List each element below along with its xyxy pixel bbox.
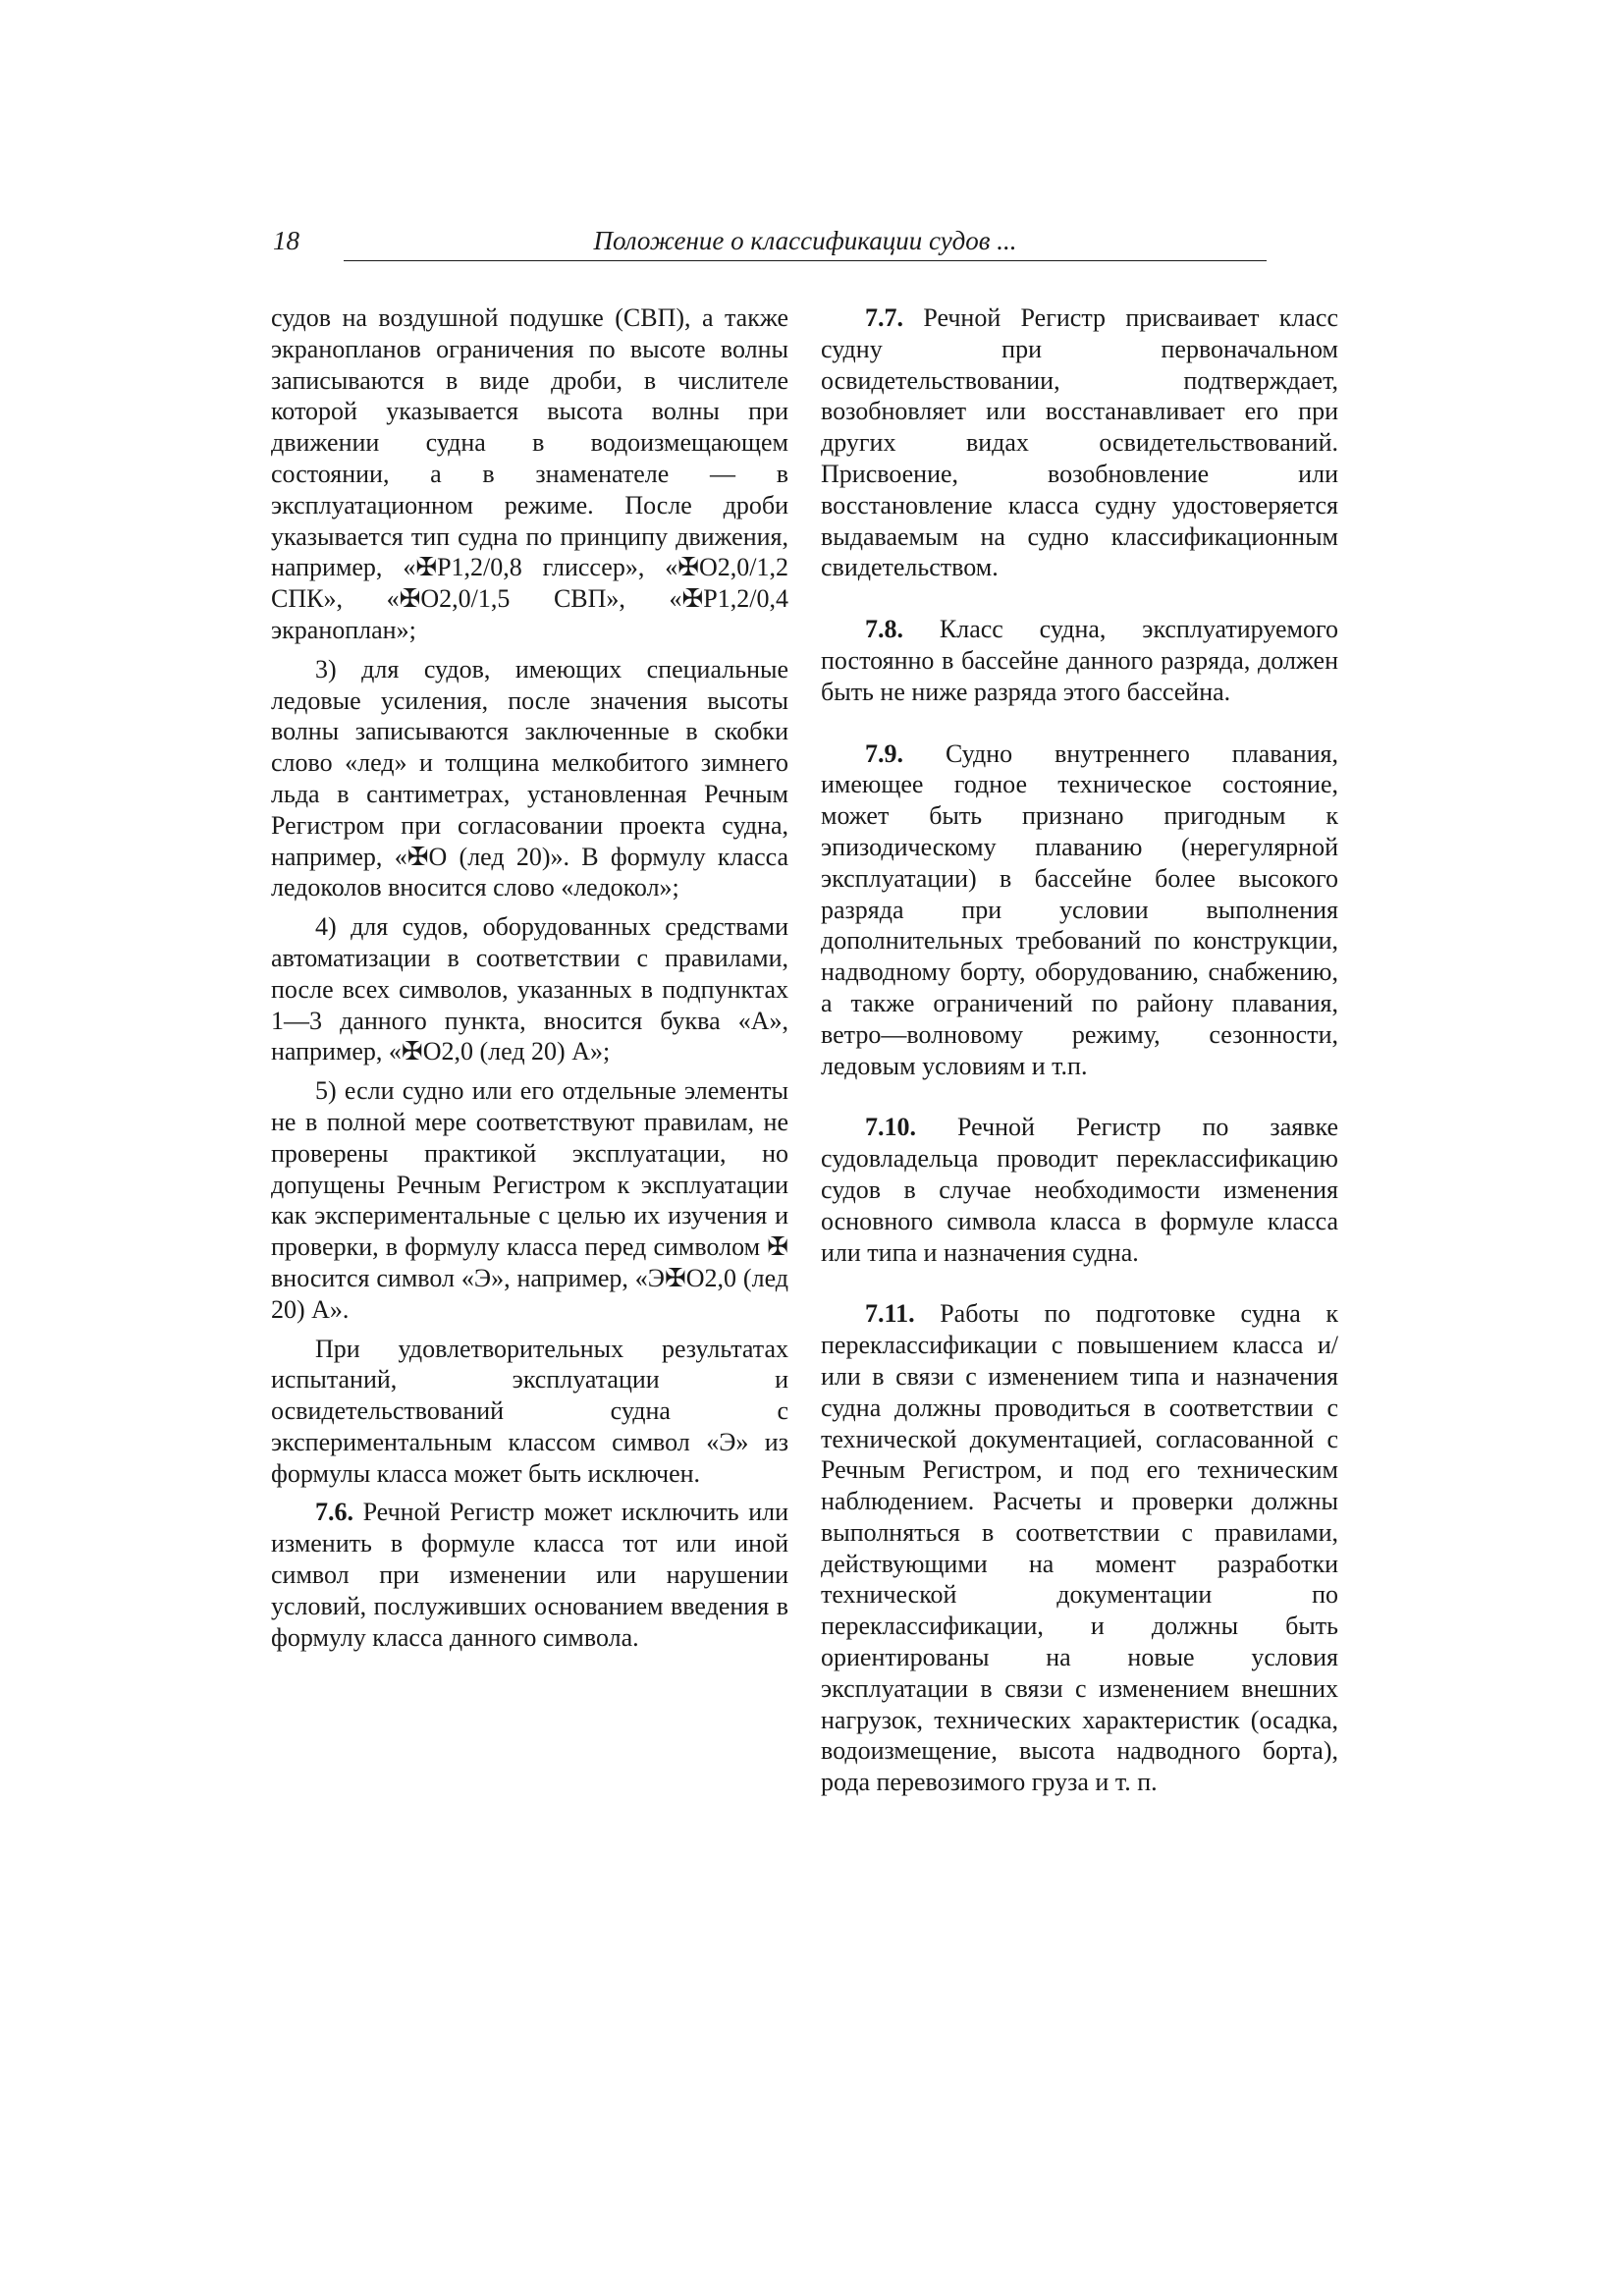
section-number: 7.10.	[865, 1113, 916, 1142]
running-title: Положение о классификации судов ...	[593, 226, 1017, 255]
left-column	[271, 302, 788, 1653]
section-7-6	[271, 1497, 788, 1653]
section-number: 7.6.	[315, 1498, 353, 1527]
section-number: 7.7.	[865, 303, 903, 332]
section-7-11	[821, 1298, 1338, 1798]
paragraph-text: 3) для судов, имеющих специальные ледовые усиления, после значения высоты волны записываются заключенные в скобки слово «лед» и толщина мелкобитого зимнего льда в сантиметрах, установленная Речным Регистром при согласовании проекта судна, например, «✠О (лед 20)». В формулу класса ледоколов вносится слово «ледокол»;	[271, 654, 788, 902]
section-7-9	[821, 738, 1338, 1082]
paragraph-text: Работы по подготовке судна к переклассификации с повышением класса и/или в связи с изменением типа и назначения судна должны проводиться в соответствии с технической документацией, согласованной с Речным Регистром, и под его техническим наблюдением. Расчеты и проверки должны выполняться в соответствии с правилами, действующими на момент разработки технической документации по переклассификации, и должны быть ориентированы на новые условия эксплуатации в связи с изменением внешних нагрузок, технических характеристик (осадка, водоизмещение, высота надводного борта), рода перевозимого груза и т. п.	[821, 1299, 1338, 1797]
paragraph-item-4	[271, 911, 788, 1067]
paragraph-item-3	[271, 654, 788, 903]
page-number: 18	[273, 226, 299, 255]
header-rule	[344, 260, 1267, 261]
section-number: 7.8.	[865, 615, 903, 644]
paragraph-text: Судно внутреннего плавания, имеющее годное техническое состояние, может быть признано пригодным к эпизодическому плаванию (нерегулярной эксплуатации) в бассейне более высокого разряда при условии выполнения дополнительных требований по конструкции, надводному борту, оборудованию, снабжению, а также ограничений по району плавания, ветро—волновому режиму, сезонности, ледовым условиям и т.п.	[821, 738, 1338, 1080]
paragraph-text: Речной Регистр присваивает класс судну при первоначальном освидетельствовании, подтверждает, возобновляет или восстанавливает его при других видах освидетельствований. Присвоение, возобновление или восстановление класса судну удостоверяется выдаваемым на судно классификационным свидетельством.	[821, 303, 1339, 582]
section-7-7	[821, 302, 1338, 583]
paragraph-text: При удовлетворительных результатах испытаний, эксплуатации и освидетельствований судна с экспериментальным классом символ «Э» из формулы класса может быть исключен.	[271, 1334, 788, 1488]
section-7-10	[821, 1112, 1338, 1268]
paragraph-continuation	[271, 302, 788, 646]
paragraph-text: судов на воздушной подушке (СВП), а также экранопланов ограничения по высоте волны записываются в виде дроби, в числителе которой указывается высота волны при движении судна в водоизмещающем состоянии, а в знаменателе — в эксплуатационном режиме. После дроби указывается тип судна по принципу движения, например, «✠Р1,2/0,8 глиссер», «✠О2,0/1,2 СПК», «✠О2,0/1,5 СВП», «✠Р1,2/0,4 экраноплан»;	[271, 303, 788, 644]
section-number: 7.11.	[865, 1299, 915, 1329]
right-column	[821, 302, 1338, 1798]
paragraph-text: 5) если судно или его отдельные элементы не в полной мере соответствуют правилам, не проверены практикой эксплуатации, но допущены Речным Регистром к эксплуатации как экспериментальные с целью их изучения и проверки, в формулу класса перед символом ✠ вносится символ «Э», например, «Э✠О2,0 (лед 20) А».	[271, 1076, 788, 1324]
paragraph-text: Речной Регистр по заявке судовладельца проводит переклассификацию судов в случае необходимости изменения основного символа класса в формуле класса или типа и назначения судна.	[821, 1113, 1339, 1267]
paragraph-text: 4) для судов, оборудованных средствами автоматизации в соответствии с правилами, после всех символов, указанных в подпунктах 1—3 данного пункта, вносится буква «А», например, «✠О2,0 (лед 20) А»;	[271, 912, 788, 1066]
paragraph-text: Класс судна, эксплуатируемого постоянно в бассейне данного разряда, должен быть не ниже разряда этого бассейна.	[821, 615, 1338, 706]
paragraph-text: Речной Регистр может исключить или изменить в формуле класса тот или иной символ при изменении или нарушении условий, послуживших основанием введения в формулу класса данного символа.	[271, 1498, 788, 1652]
section-7-8	[821, 614, 1338, 707]
section-number: 7.9.	[865, 738, 903, 768]
paragraph-item-5	[271, 1075, 788, 1325]
paragraph-experimental-class	[271, 1334, 788, 1490]
